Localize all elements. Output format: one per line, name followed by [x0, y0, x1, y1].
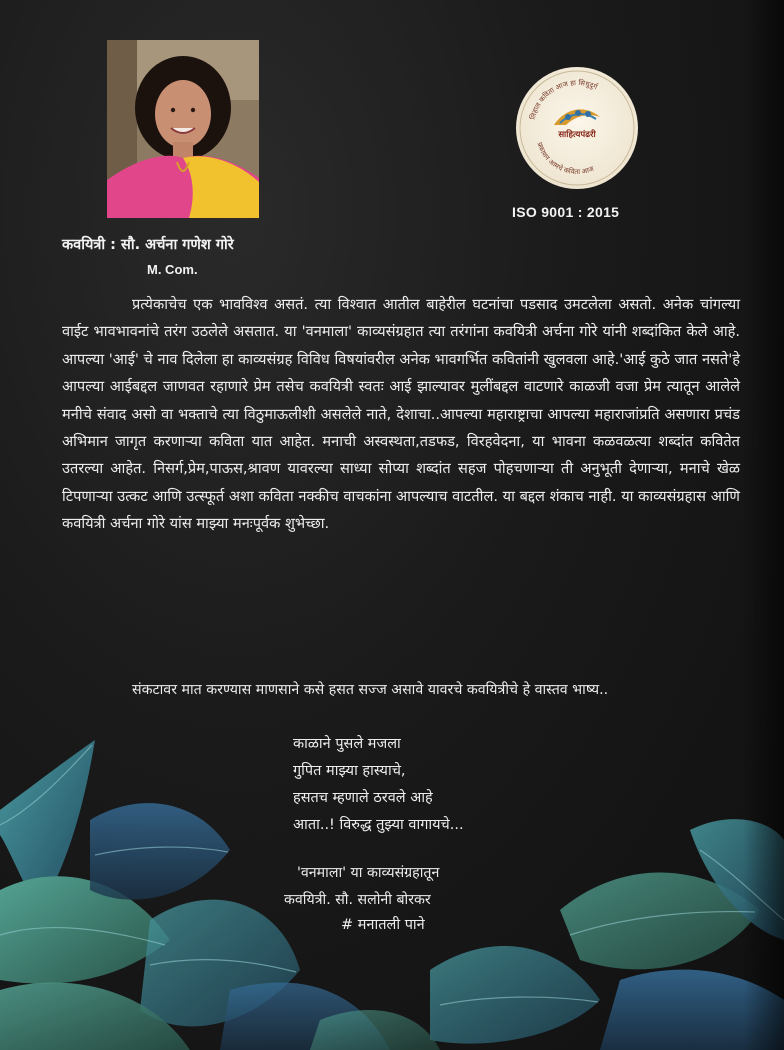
hashtag-text: # मनातली पाने	[341, 917, 425, 933]
logo-top-text: लिहाल कविता आज हा सिधुदुर्ग	[528, 78, 599, 121]
svg-text:प्रकाशन आमचे कविता आज	[535, 141, 595, 176]
poem-line: गुपित माझ्या हास्याचे,	[293, 763, 406, 779]
peacock-feather-icon	[554, 109, 600, 125]
publisher-logo	[516, 67, 638, 189]
logo-bottom-text: प्रकाशन आमचे कविता आज	[535, 141, 595, 177]
poem-line: हसतच म्हणाले ठरवले आहे	[293, 790, 433, 806]
poem-line: आता..! विरुद्ध तुझ्या वागायचे...	[293, 817, 464, 833]
logo-name: साहित्यपंढरी	[558, 130, 596, 140]
spine-shadow	[744, 0, 784, 1050]
source-reviewer: कवयित्री. सौ. सलोनी बोरकर	[284, 892, 431, 908]
author-name: कवयित्री : सौ. अर्चना गणेश गोरे	[62, 237, 234, 253]
source-book: 'वनमाला' या काव्यसंग्रहातून	[297, 865, 440, 881]
poem-excerpt	[293, 731, 464, 839]
commentary-paragraph: संकटावर मात करण्यास माणसाने कसे हसत सज्ज असावे यावरचे कवयित्रीचे हे वास्तव भाष्य..	[132, 682, 609, 698]
iso-certification: ISO 9001 : 2015	[512, 204, 620, 220]
author-photo	[107, 40, 259, 218]
poem-source	[284, 860, 440, 914]
intro-paragraph: प्रत्येकाचेच एक भावविश्व असतं. त्या विश्वात आतील बाहेरील घटनांचा पडसाद उमटलेला असतो. अनेक चांगल्या वाईट भावभावनांचे तरंग उठलेले असतात. या 'वनमाला' काव्यसंग्रहात त्या तरंगांना कवयित्री अर्चना गोरे यांनी शब्दांकित केले आहे. आपल्या 'आई' चे नाव दिलेला हा काव्यसंग्रह विविध विषयांवरील अनेक भावगर्भित कवितांनी खुलवला आहे.'आई कुठे जात नसते'हे आपल्या आईबद्दल जाणवत रहाणारे प्रेम तसेच कवयित्री स्वतः आई झाल्यावर मुलींबद्दल वाटणारे काळजी वजा प्रेम त्यातून आलेले मनीचे संवाद असो वा भक्ताचे त्या विठुमाऊलीशी असलेले नाते, देशाचा..आपल्या महाराष्ट्राचा आपल्या महाराजांप्रति असणारा प्रचंड अभिमान जागृत करणाऱ्या कविता यात आहेत. मनाची अस्वस्थता,तडफड, विरहवेदना, या भावना कळवळत्या शब्दांत कवितेत उतरल्या आहेत. निसर्ग,प्रेम,पाऊस,श्रावण यावरल्या साध्या सोप्या शब्दांत सहज पोहचणाऱ्या ती अनुभूती देणाऱ्या, मनाचे खेळ टिपणाऱ्या उत्कट आणि उत्स्फूर्त अशा कविता नक्कीच वाचकांना आपल्याच वाटतील. या बद्दल शंकाच नाही. या काव्यसंग्रहास आणि कवयित्री अर्चना गोरे यांस माझ्या मनःपूर्वक शुभेच्छा.	[62, 296, 740, 533]
leaf-shape	[430, 946, 600, 1044]
author-degree: M. Com.	[147, 262, 198, 277]
poem-line: काळाने पुसले मजला	[293, 736, 401, 752]
